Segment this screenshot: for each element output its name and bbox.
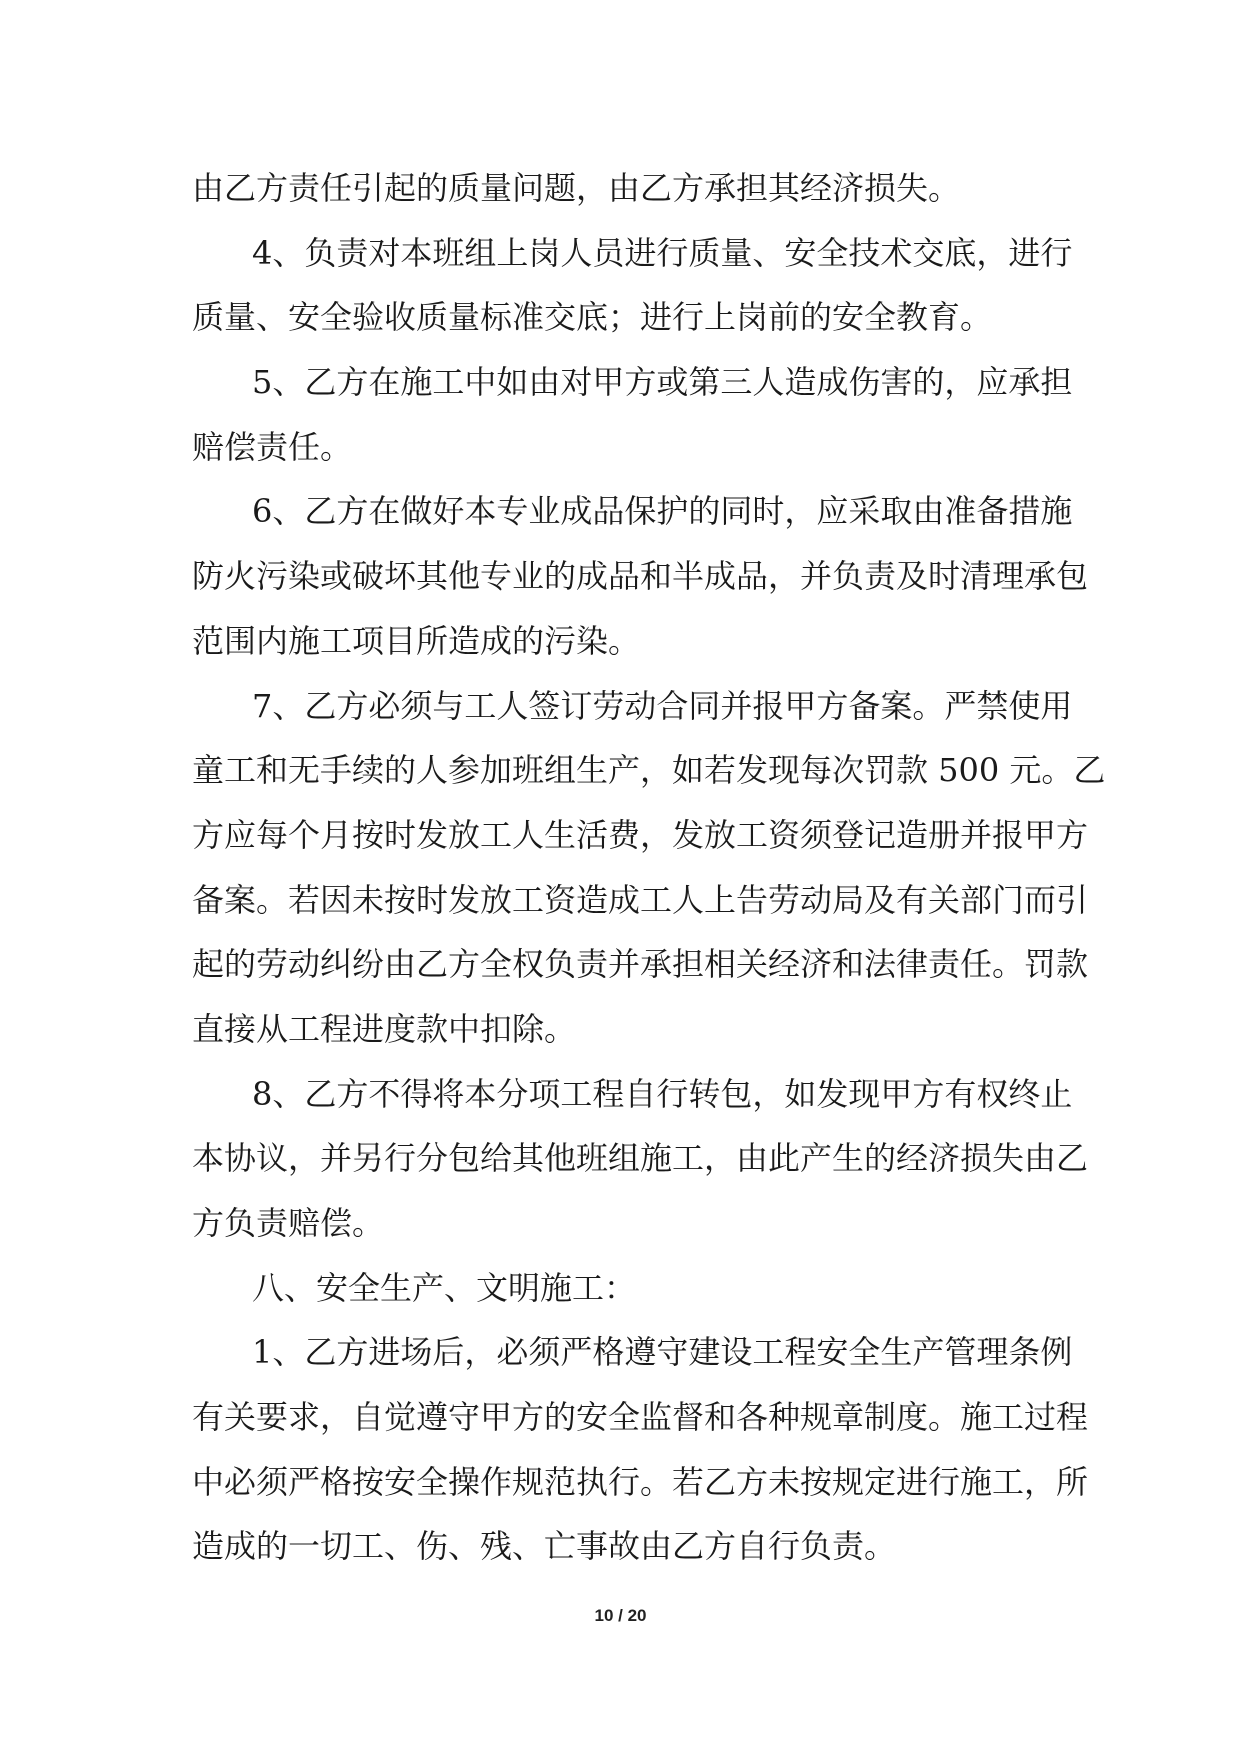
- text-line: 造成的一切工、伤、残、亡事故由乙方自行负责。: [192, 1527, 897, 1566]
- text-line: 直接从工程进度款中扣除。: [192, 1009, 577, 1048]
- text-line: 本协议，并另行分包给其他班组施工，由此产生的经济损失由乙: [192, 1139, 1089, 1178]
- text-line: 范围内施工项目所造成的污染。: [192, 621, 641, 660]
- text-line: 赔偿责任。: [192, 427, 353, 466]
- text-line: 5、乙方在施工中如由对甲方或第三人造成伤害的，应承担: [252, 363, 1073, 402]
- text-line: 童工和无手续的人参加班组生产，如若发现每次罚款 500 元。乙: [192, 751, 1106, 790]
- page-number: 10 / 20: [594, 1606, 647, 1625]
- text-line: 中必须严格按安全操作规范执行。若乙方未按规定进行施工，所: [192, 1462, 1089, 1501]
- text-line: 八、安全生产、文明施工：: [252, 1268, 637, 1307]
- text-line: 4、负责对本班组上岗人员进行质量、安全技术交底，进行: [252, 233, 1073, 272]
- text-line: 8、乙方不得将本分项工程自行转包，如发现甲方有权终止: [252, 1074, 1073, 1113]
- text-line: 方应每个月按时发放工人生活费，发放工资须登记造册并报甲方: [192, 815, 1089, 854]
- text-line: 7、乙方必须与工人签订劳动合同并报甲方备案。严禁使用: [252, 686, 1073, 725]
- text-line: 有关要求，自觉遵守甲方的安全监督和各种规章制度。施工过程: [192, 1398, 1089, 1437]
- text-line: 由乙方责任引起的质量问题，由乙方承担其经济损失。: [192, 169, 961, 207]
- text-line: 备案。若因未按时发放工资造成工人上告劳动局及有关部门而引: [192, 880, 1089, 919]
- text-line: 6、乙方在做好本专业成品保护的同时，应采取由准备措施: [252, 492, 1073, 531]
- text-line: 方负责赔偿。: [192, 1204, 385, 1242]
- text-line: 起的劳动纠纷由乙方全权负责并承担相关经济和法律责任。罚款: [192, 945, 1089, 984]
- text-line: 质量、安全验收质量标准交底；进行上岗前的安全教育。: [192, 298, 993, 337]
- document-body: [192, 156, 1106, 1579]
- text-line: 防火污染或破坏其他专业的成品和半成品，并负责及时清理承包: [192, 557, 1089, 596]
- text-line: 1、乙方进场后，必须严格遵守建设工程安全生产管理条例: [252, 1333, 1073, 1372]
